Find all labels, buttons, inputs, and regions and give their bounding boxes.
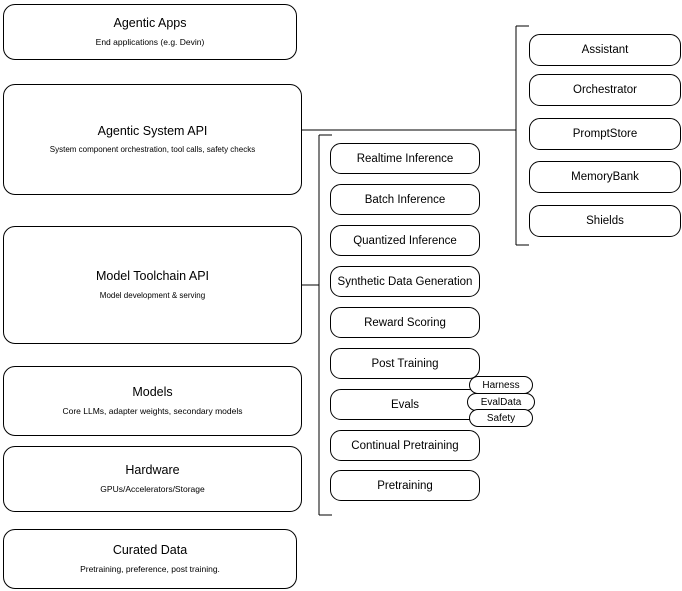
- stack-layer-model-toolchain-api[interactable]: [3, 226, 302, 344]
- component-batch-inference[interactable]: [330, 184, 480, 215]
- stack-layer-title: Hardware: [125, 463, 180, 478]
- component-promptstore[interactable]: [529, 118, 681, 150]
- stack-layer-subtitle: GPUs/Accelerators/Storage: [100, 484, 205, 494]
- component-label: Shields: [586, 215, 624, 227]
- component-safety[interactable]: [469, 409, 533, 427]
- stack-layer-title: Model Toolchain API: [95, 269, 210, 284]
- stack-layer-curated-data[interactable]: [3, 529, 297, 589]
- component-shields[interactable]: [529, 205, 681, 237]
- component-label: Post Training: [371, 357, 439, 370]
- component-label: Evals: [390, 398, 420, 411]
- component-pretraining[interactable]: [330, 470, 480, 501]
- stack-layer-subtitle: Model development & serving: [99, 290, 206, 300]
- component-reward-scoring[interactable]: [330, 307, 480, 338]
- stack-layer-subtitle: Core LLMs, adapter weights, secondary models: [62, 406, 243, 416]
- component-label: Safety: [486, 412, 516, 424]
- component-evals[interactable]: [330, 389, 480, 420]
- component-orchestrator[interactable]: [529, 74, 681, 106]
- component-label: Assistant: [581, 44, 629, 56]
- component-synthetic-data-generation[interactable]: [330, 266, 480, 297]
- component-assistant[interactable]: [529, 34, 681, 66]
- stack-layer-models[interactable]: [3, 366, 302, 436]
- component-label: Orchestrator: [573, 84, 637, 96]
- component-label: Batch Inference: [364, 193, 446, 206]
- stack-layer-title: Curated Data: [112, 543, 188, 558]
- component-label: Harness: [482, 379, 520, 391]
- component-continual-pretraining[interactable]: [330, 430, 480, 461]
- component-label: Quantized Inference: [353, 234, 457, 247]
- stack-layer-hardware[interactable]: [3, 446, 302, 512]
- component-label: MemoryBank: [571, 171, 639, 183]
- component-realtime-inference[interactable]: [330, 143, 480, 174]
- stack-layer-title: Agentic Apps: [113, 16, 187, 31]
- stack-layer-subtitle: End applications (e.g. Devin): [95, 37, 205, 47]
- component-label: Synthetic Data Generation: [337, 275, 473, 288]
- component-label: Reward Scoring: [364, 316, 446, 329]
- component-label: EvalData: [480, 396, 522, 408]
- stack-layer-title: Agentic System API: [97, 123, 208, 138]
- component-post-training[interactable]: [330, 348, 480, 379]
- component-label: Realtime Inference: [356, 152, 454, 165]
- stack-layer-title: Models: [132, 385, 173, 400]
- stack-layer-subtitle: System component orchestration, tool calls, safety checks: [49, 145, 256, 155]
- stack-layer-agentic-apps[interactable]: [3, 4, 297, 60]
- component-label: Continual Pretraining: [351, 439, 459, 452]
- stack-layer-agentic-system-api[interactable]: [3, 84, 302, 195]
- component-memorybank[interactable]: [529, 161, 681, 193]
- stack-layer-subtitle: Pretraining, preference, post training.: [80, 564, 220, 574]
- component-label: PromptStore: [572, 128, 638, 140]
- component-quantized-inference[interactable]: [330, 225, 480, 256]
- component-label: Pretraining: [377, 479, 433, 492]
- component-harness[interactable]: [469, 376, 533, 394]
